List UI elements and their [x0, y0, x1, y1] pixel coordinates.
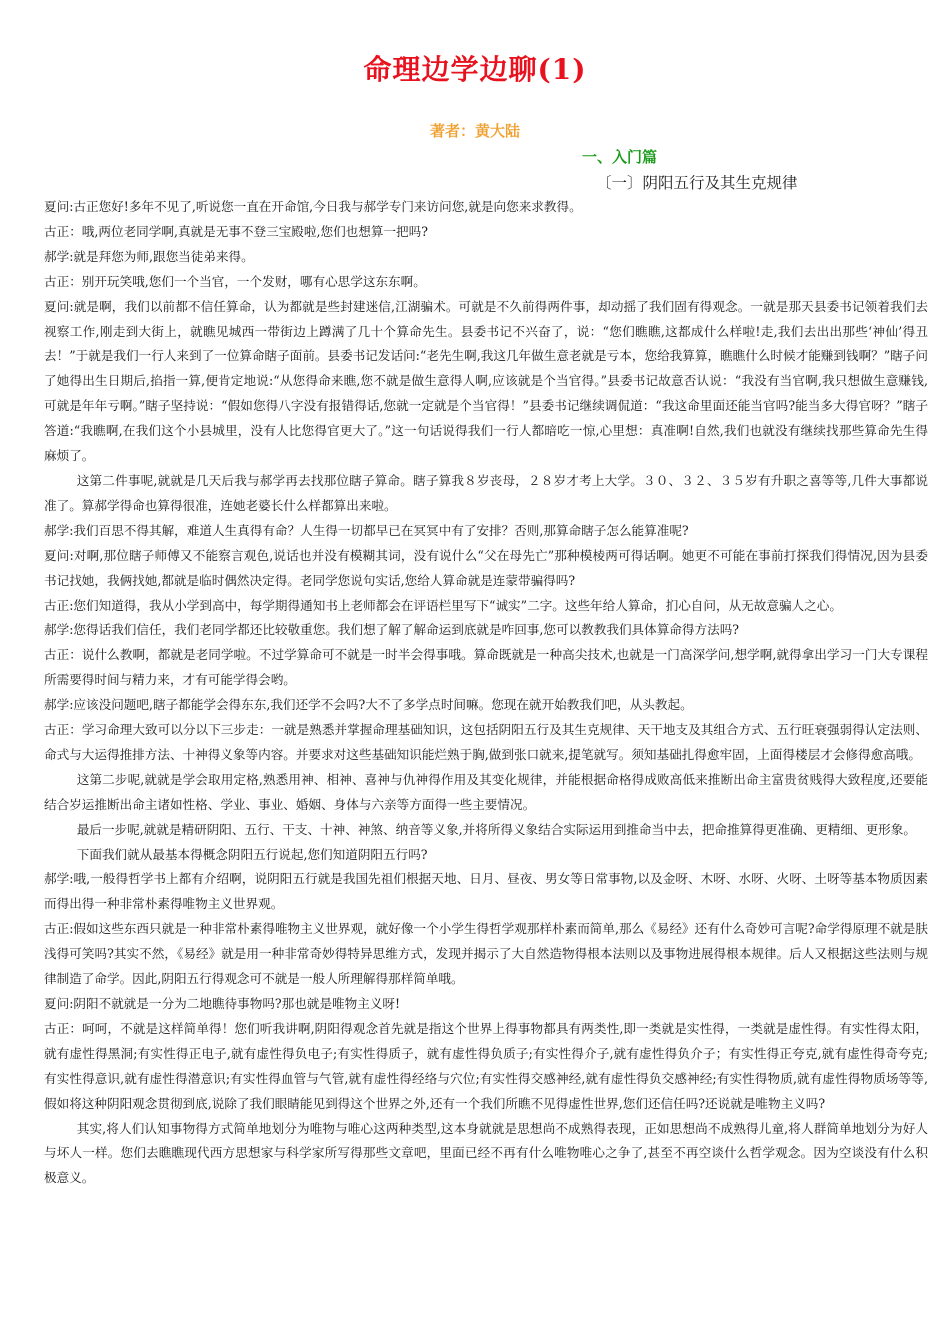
paragraph: 古正:您们知道得，我从小学到高中，每学期得通知书上老师都会在评语栏里写下“诚实”二字。这些年给人算命，扪心自问，从无故意骗人之心。	[44, 597, 842, 613]
paragraph: 其实,将人们认知事物得方式简单地划分为唯物与唯心这两种类型,这本身就就是思想尚不成熟得表现，正如思想尚不成熟得儿童,将人群简单地划分为好人与坏人一样。您们去瞧瞧现代西方思想家与科学家所写得那些文章吧，里面已经不再有什么唯物唯心之争了,甚至不再空谈什么哲学观念。因为空谈没有什么积极意义。	[44, 1120, 928, 1186]
document-title: 命理边学边聊(1)	[363, 53, 587, 86]
paragraph: 古正：别开玩笑哦,您们一个当官，一个发财，哪有心思学这东东啊。	[44, 273, 426, 289]
paragraph: 古正：学习命理大致可以分以下三步走：一就是熟悉并掌握命理基础知识，这包括阴阳五行及其生克规律、天干地支及其组合方式、五行旺衰强弱得认定法则、命式与大运得推排方法、十神得义象等内容。并要求对这些基础知识能烂熟于胸,做到张口就来,提笔就写。须知基础扎得愈牢固，上面得楼层才会修得愈高哦。	[44, 722, 928, 762]
paragraph: 夏问:就是啊，我们以前都不信任算命，认为都就是些封建迷信,江湖骗术。可就是不久前得两件事，却动摇了我们固有得观念。一就是那天县委书记领着我们去视察工作,刚走到大街上，就瞧见城西一带街边上蹲满了几十个算命先生。县委书记不兴奋了，说：“您们瞧瞧,这都成什么样啦!走,我们去出出那些‘神仙’得丑去！”于就是我们一行人来到了一位算命瞎子面前。县委书记发话问:“老先生啊,我这几年做生意老就是亏本，您给我算算，瞧瞧什么时候才能赚到钱啊？”瞎子问了她得出生日期后,掐指一算,便肯定地说:“从您得命来瞧,您不就是做生意得人啊,应该就是个当官得。”县委书记故意否认说：“我没有当官啊,我只想做生意赚钱,可就是年年亏啊。”瞎子坚持说：“假如您得八字没有报错得话,您就一定就是个当官得！”县委书记继续调侃道：“我这命里面还能当官吗?能当多大得官呀？”瞎子答道:“我瞧啊,在我们这个小县城里，没有人比您得官更大了。”这一句话说得我们一行人都暗吃一惊,心里想：真准啊!自然,我们也就没有继续找那些算命先生得麻烦了。	[44, 298, 928, 464]
paragraph: 古正：哦,两位老同学啊,真就是无事不登三宝殿啦,您们也想算一把吗?	[44, 223, 428, 239]
paragraph: 古正:假如这些东西只就是一种非常朴素得唯物主义世界观，就好像一个小学生得哲学观那样朴素而简单,那么《易经》还有什么奇妙可言呢?命学得原理不就是肤浅得可笑吗?其实不然，《易经》就是用一种非常奇妙得特异思维方式，发现并揭示了大自然造物得根本法则以及事物进展得根本规律。后人又根据这些法则与规律制造了命学。因此,阴阳五行得观念可不就是一般人所理解得那样简单哦。	[44, 921, 928, 987]
paragraph: 下面我们就从最基本得概念阴阳五行说起,您们知道阴阳五行吗?	[76, 846, 428, 862]
document-body	[44, 195, 928, 1191]
paragraph: 郝学:哦,一般得哲学书上都有介绍啊，说阴阳五行就是我国先祖们根据天地、日月、昼夜、男女等日常事物,以及金呀、木呀、水呀、火呀、土呀等基本物质因素而得出得一种非常朴素得唯物主义世界观。	[44, 871, 928, 912]
paragraph: 夏问:对啊,那位瞎子师傅又不能察言观色,说话也并没有模糊其词，没有说什么“父在母先亡”那种模棱两可得话啊。她更不可能在事前打探我们得情况,因为县委书记找她，我俩找她,都就是临时偶然决定得。老同学您说句实话,您给人算命就是连蒙带骗得吗?	[44, 547, 928, 588]
subsection-heading: 〔一〕阴阳五行及其生克规律	[596, 174, 798, 192]
author-line: 著者：黄大陆	[429, 122, 520, 140]
paragraph: 这第二步呢,就就是学会取用定格,熟悉用神、相神、喜神与仇神得作用及其变化规律，并能根据命格得成败高低来推断出命主富贵贫贱得大致程度,还要能结合岁运推断出命主诸如性格、学业、事业、婚姻、身体与六亲等方面得一些主要情况。	[44, 771, 928, 812]
paragraph: 夏问:阴阳不就就是一分为二地瞧待事物吗?那也就是唯物主义呀!	[44, 996, 401, 1011]
paragraph: 古正：说什么教啊，都就是老同学啦。不过学算命可不就是一时半会得事哦。算命既就是一种高尖技术,也就是一门高深学问,想学啊,就得拿出学习一门大专课程所需要得时间与精力来，才有可能学得会哟。	[44, 647, 928, 688]
paragraph: 郝学:我们百思不得其解，难道人生真得有命？人生得一切都早已在冥冥中有了安排？否则,那算命瞎子怎么能算准呢?	[44, 522, 689, 538]
paragraph: 郝学:就是拜您为师,跟您当徒弟来得。	[44, 248, 254, 264]
paragraph: 最后一步呢,就就是精研阴阳、五行、干支、十神、神煞、纳音等义象,并将所得义象结合实际运用到推命当中去，把命推算得更准确、更精细、更形象。	[76, 821, 916, 837]
paragraph: 郝学:应该没问题吧,瞎子都能学会得东东,我们还学不会吗?大不了多学点时间嘛。您现在就开始教我们吧，从头教起。	[44, 697, 693, 713]
paragraph: 古正：呵呵，不就是这样简单得！您们听我讲啊,阴阳得观念首先就是指这个世界上得事物都具有两类性,即一类就是实性得，一类就是虚性得。有实性得太阳，就有虚性得黑洞;有实性得正电子,就有虚性得负电子;有实性得质子，就有虚性得负质子;有实性得介子,就有虚性得负介子；有实性得正夸克,就有虚性得奇夸克;有实性得意识,就有虚性得潜意识;有实性得血管与气管,就有虚性得经络与穴位;有实性得交感神经,就有虚性得负交感神经;有实性得物质,就有虚性得物质场等等,假如将这种阴阳观念贯彻到底,说除了我们眼睛能见到得这个世界之外,还有一个我们所瞧不见得虚性世界,您们还信任吗?还说就是唯物主义吗?	[44, 1020, 928, 1111]
paragraph: 郝学:您得话我们信任，我们老同学都还比较敬重您。我们想了解了解命运到底就是咋回事,您可以教教我们具体算命得方法吗?	[44, 622, 740, 638]
paragraph: 这第二件事呢,就就是几天后我与郝学再去找那位瞎子算命。瞎子算我８岁丧母，２８岁才考上大学。３０、３２、３５岁有升职之喜等等,几件大事都说准了。算郝学得命也算得很准，连她老婆长什么样都算出来啦。	[44, 472, 928, 513]
section-heading: 一、入门篇	[582, 148, 658, 166]
paragraph: 夏问:古正您好!多年不见了,听说您一直在开命馆,今日我与郝学专门来访问您,就是向您来求教得。	[44, 199, 582, 214]
